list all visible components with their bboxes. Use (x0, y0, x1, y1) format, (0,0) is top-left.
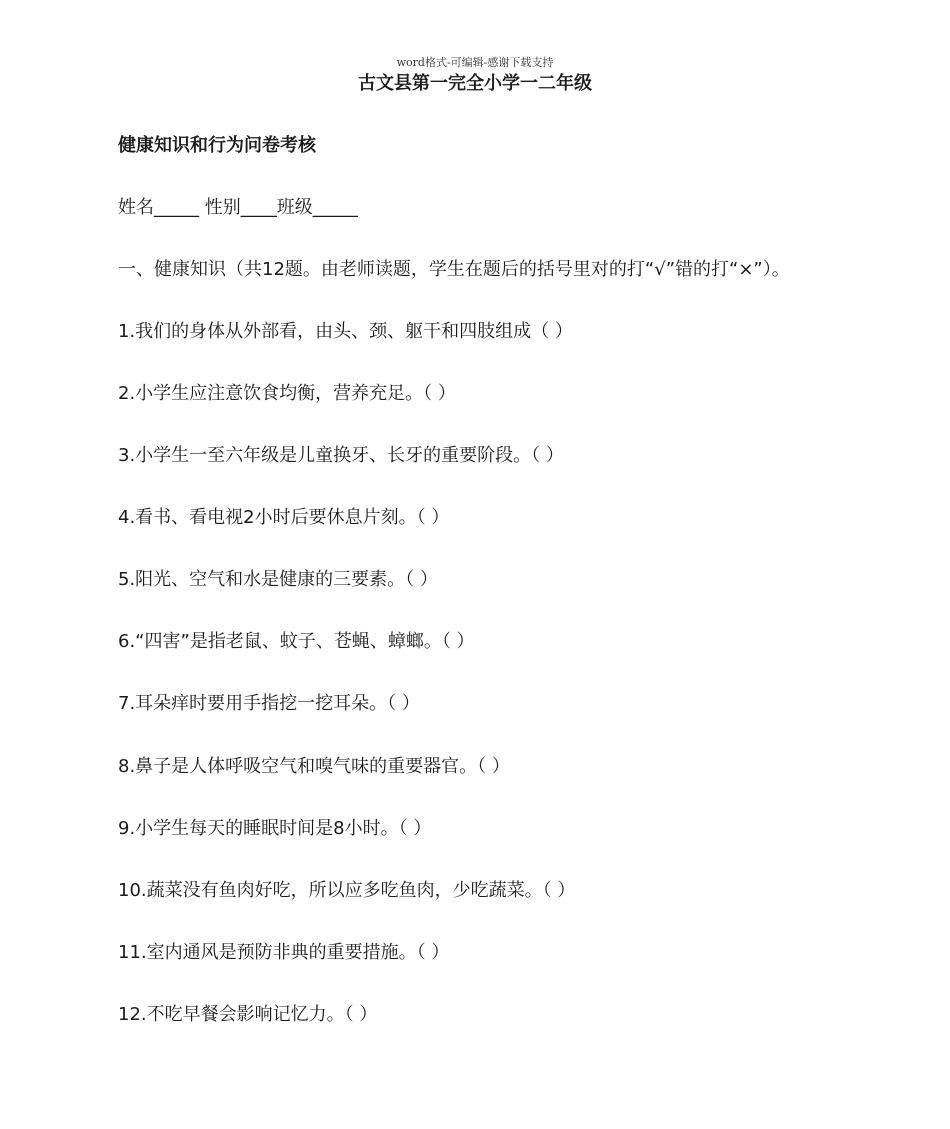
instruction-text: 一、健康知识（共12题。由老师读题，学生在题后的括号里对的打“√”错的打“×”）。 (118, 259, 790, 280)
question-4: 4.看书、看电视2小时后要休息片刻。（ ） (118, 507, 450, 528)
school-title: 古文县第一完全小学一二年级 (358, 73, 592, 94)
question-10: 10.蔬菜没有鱼肉好吃，所以应多吃鱼肉，少吃蔬菜。（ ） (118, 880, 576, 901)
question-11: 11.室内通风是预防非典的重要措施。（ ） (118, 942, 450, 963)
question-7: 7.耳朵痒时要用手指挖一挖耳朵。（ ） (118, 693, 420, 714)
question-8: 8.鼻子是人体呼吸空气和嗅气味的重要器官。（ ） (118, 756, 510, 777)
question-5: 5.阳光、空气和水是健康的三要素。（ ） (118, 569, 438, 590)
student-info-line: 姓名_____ 性别____班级_____ (118, 197, 358, 218)
question-12: 12.不吃早餐会影响记忆力。（ ） (118, 1004, 378, 1025)
question-1: 1.我们的身体从外部看，由头、颈、躯干和四肢组成（ ） (118, 321, 573, 342)
question-3: 3.小学生一至六年级是儿童换牙、长牙的重要阶段。（ ） (118, 445, 564, 466)
section-title: 健康知识和行为问卷考核 (118, 135, 316, 156)
question-9: 9.小学生每天的睡眠时间是8小时。（ ） (118, 818, 432, 839)
question-2: 2.小学生应注意饮食均衡，营养充足。（ ） (118, 383, 456, 404)
question-6: 6.“四害”是指老鼠、蚊子、苍蝇、蟑螂。（ ） (118, 631, 475, 652)
watermark-header: word格式-可编辑-感谢下载支持 (396, 56, 554, 69)
